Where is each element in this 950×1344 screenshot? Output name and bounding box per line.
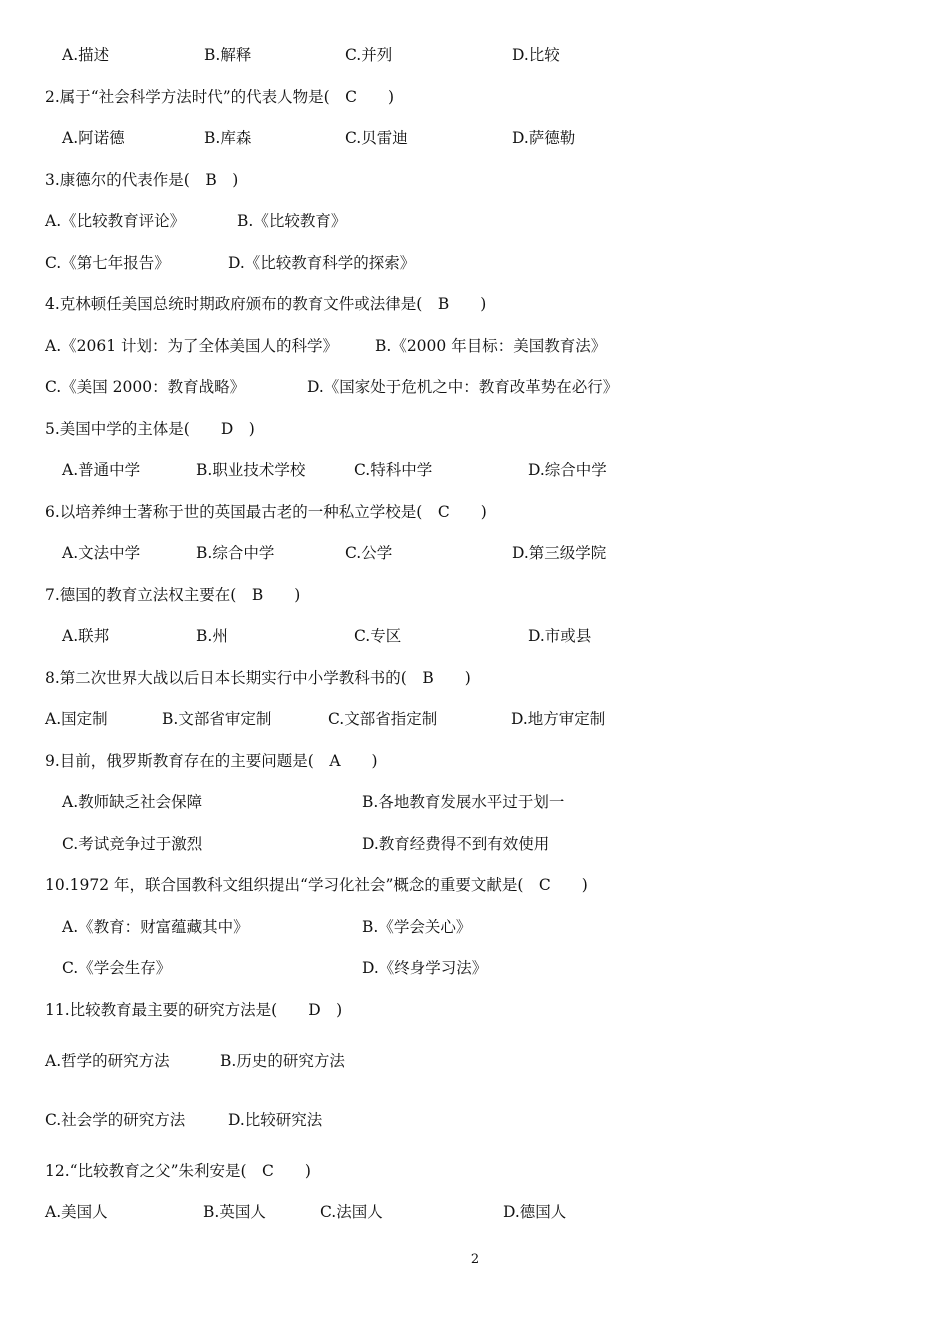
- option: C.社会学的研究方法: [45, 1111, 186, 1129]
- option: D.地方审定制: [511, 710, 606, 728]
- option: B.库森: [204, 129, 252, 147]
- option: B.《学会关心》: [362, 918, 472, 936]
- option: D.萨德勒: [512, 129, 576, 147]
- option: A.普通中学: [62, 461, 141, 479]
- option: A.教师缺乏社会保障: [62, 793, 203, 811]
- option: B.州: [196, 627, 228, 645]
- option: D.第三级学院: [512, 544, 607, 562]
- option: D.德国人: [503, 1203, 567, 1221]
- option: A.美国人: [45, 1203, 108, 1221]
- option: A.阿诺德: [62, 129, 125, 147]
- option: D.市或县: [528, 627, 592, 645]
- option: D.综合中学: [528, 461, 607, 479]
- option: B.各地教育发展水平过于划一: [362, 793, 565, 811]
- option: D.教育经费得不到有效使用: [362, 835, 550, 853]
- option: D.比较: [512, 46, 560, 64]
- option: B.解释: [204, 46, 252, 64]
- question-stem: 12.“比较教育之父”朱利安是( C ): [45, 1162, 311, 1180]
- question-stem: 2.属于“社会科学方法时代”的代表人物是( C ): [45, 88, 395, 106]
- option: C.并列: [345, 46, 393, 64]
- question-stem: 6.以培养绅士著称于世的英国最古老的一种私立学校是( C ): [45, 503, 487, 521]
- option: A.《比较教育评论》: [45, 212, 186, 230]
- option: C.专区: [354, 627, 402, 645]
- option: D.《终身学习法》: [362, 959, 488, 977]
- option: B.职业技术学校: [196, 461, 306, 479]
- question-stem: 5.美国中学的主体是( D ): [45, 420, 255, 438]
- option: C.特科中学: [354, 461, 433, 479]
- option: B.综合中学: [196, 544, 275, 562]
- option: A.《教育：财富蕴藏其中》: [62, 918, 249, 936]
- option: A.描述: [62, 46, 110, 64]
- question-stem: 3.康德尔的代表作是( B ): [45, 171, 239, 189]
- option: B.英国人: [203, 1203, 266, 1221]
- option: D.《比较教育科学的探索》: [228, 254, 416, 272]
- question-stem: 11.比较教育最主要的研究方法是( D ): [45, 1001, 343, 1019]
- option: B.历史的研究方法: [220, 1052, 345, 1070]
- option: C.公学: [345, 544, 393, 562]
- option: B.文部省审定制: [162, 710, 272, 728]
- question-stem: 8.第二次世界大战以后日本长期实行中小学教科书的( B ): [45, 669, 471, 687]
- option: A.《2061 计划：为了全体美国人的科学》: [45, 337, 338, 355]
- option: C.文部省指定制: [328, 710, 438, 728]
- question-stem: 4.克林顿任美国总统时期政府颁布的教育文件或法律是( B ): [45, 295, 487, 313]
- question-stem: 10.1972 年，联合国教科文组织提出“学习化社会”概念的重要文献是( C ): [45, 876, 588, 894]
- option: B.《2000 年目标：美国教育法》: [375, 337, 607, 355]
- question-stem: 9.目前，俄罗斯教育存在的主要问题是( A ): [45, 752, 378, 770]
- option: D.《国家处于危机之中：教育改革势在必行》: [307, 378, 619, 396]
- option: A.国定制: [45, 710, 108, 728]
- option: B.《比较教育》: [237, 212, 347, 230]
- option: C.《美国 2000：教育战略》: [45, 378, 246, 396]
- option: C.法国人: [320, 1203, 383, 1221]
- option: A.哲学的研究方法: [45, 1052, 170, 1070]
- option: C.《第七年报告》: [45, 254, 170, 272]
- option: D.比较研究法: [228, 1111, 323, 1129]
- option: A.文法中学: [62, 544, 141, 562]
- option: A.联邦: [62, 627, 110, 645]
- page-number: 2: [470, 1252, 480, 1267]
- option: C.贝雷迪: [345, 129, 408, 147]
- question-stem: 7.德国的教育立法权主要在( B ): [45, 586, 301, 604]
- option: C.考试竞争过于激烈: [62, 835, 203, 853]
- option: C.《学会生存》: [62, 959, 172, 977]
